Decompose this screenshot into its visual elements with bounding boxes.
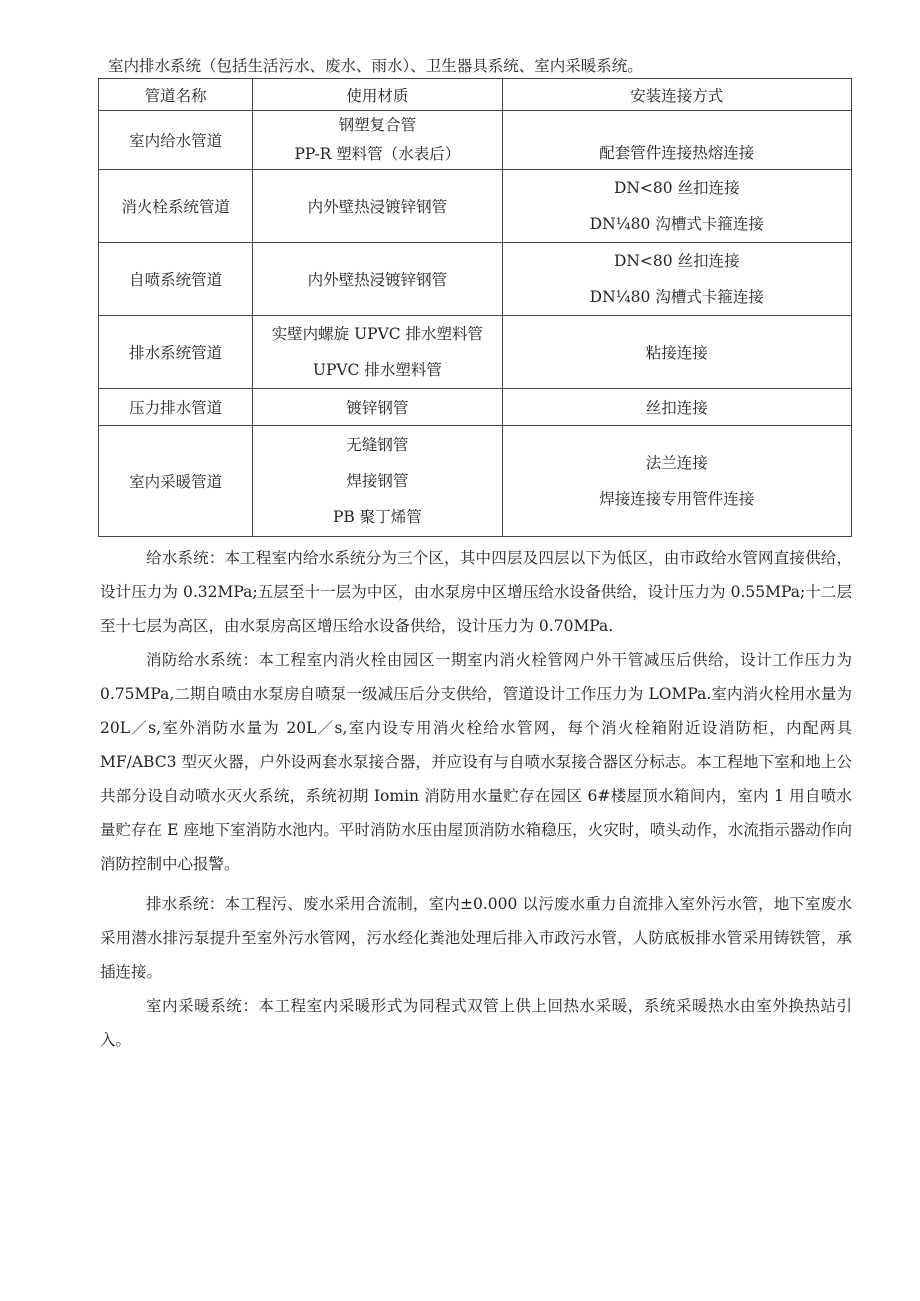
table-row [99,111,852,170]
pipe-name-cell: 压力排水管道 [99,389,253,426]
table-row [99,316,852,389]
connection-cell [502,170,851,243]
material-line: 实壁内螺旋 UPVC 排水塑料管 [271,325,484,343]
connection-line: DN<80 丝扣连接 [613,179,740,197]
connection-line: DN<80 丝扣连接 [613,252,740,270]
drainage-paragraph: 排水系统：本工程污、废水采用合流制，室内±0.000 以污废水重力自流排入室外污水管，地下室废水采用潜水排污泵提升至室外污水管网，污水经化粪池处理后排入市政污水管，人防底板排水管采用铸铁管，承插连接。 [100,895,852,981]
pipe-name-cell: 自喷系统管道 [99,243,253,316]
table-header-row [99,79,852,111]
material-line: PB 聚丁烯管 [332,508,422,526]
material-cell [253,426,502,537]
material-line: PP-R 塑料管（水表后） [294,145,461,163]
material-cell [253,316,502,389]
material-cell: 内外壁热浸镀锌钢管 [253,243,502,316]
material-line: 钢塑复合管 [338,116,417,134]
connection-cell [502,111,851,170]
table-row [99,243,852,316]
water-supply-paragraph: 给水系统：本工程室内给水系统分为三个区，其中四层及四层以下为低区，由市政给水管网直接供给，设计压力为 0.32MPa;五层至十一层为中区，由水泵房中区增压给水设备供给，设计压力为 0.55MPa;十二层至十七层为高区，由水泵房高区增压给水设备供给，设计压力为 0.70MPa. [100,549,852,635]
connection-cell: 粘接连接 [502,316,851,389]
header-material: 使用材质 [253,79,502,111]
fire-water-paragraph: 消防给水系统：本工程室内消火栓由园区一期室内消火栓管网户外干管减压后供给，设计工作压力为 0.75MPa,二期自喷由水泵房自喷泵一级减压后分支供给，管道设计工作压力为 LOMPa.室内消火栓用水量为 20L／s,室外消防水量为 20L／s,室内设专用消火栓给水管网，每个消火栓箱附近设消防柜，内配两具 MF/ABC3 型灭火器，户外设两套水泵接合器，并应设有与自喷水泵接合器区分标志。本工程地下室和地上公共部分设自动喷水灭火系统，系统初期 Iomin 消防用水量贮存在园区 6#楼屋顶水箱间内，室内 1 用自喷水量贮存在 E 座地下室消防水池内。平时消防水压由屋顶消防水箱稳压，火灾时，喷头动作，水流指示器动作向消防控制中心报警。 [100,651,852,873]
pipe-name-cell: 消火栓系统管道 [99,170,253,243]
table-row [99,426,852,537]
connection-line: 焊接连接专用管件连接 [599,490,755,508]
material-line: UPVC 排水塑料管 [312,361,442,379]
table-row [99,389,852,426]
material-cell [253,111,502,170]
pipe-materials-table [98,78,852,537]
connection-cell: 丝扣连接 [502,389,851,426]
connection-line: 配套管件连接热熔连接 [599,144,755,162]
intro-line: 室内排水系统（包括生活污水、废水、雨水）、卫生器具系统、室内采暖系统。 [108,57,643,75]
connection-line: DN¼80 沟槽式卡箍连接 [589,288,764,306]
pipe-name-cell: 室内给水管道 [99,111,253,170]
pipe-name-cell: 排水系统管道 [99,316,253,389]
material-line: 焊接钢管 [346,472,409,490]
connection-line: 法兰连接 [645,454,708,472]
header-pipe-name: 管道名称 [99,79,253,111]
connection-line: DN¼80 沟槽式卡箍连接 [589,215,764,233]
pipe-name-cell: 室内采暖管道 [99,426,253,537]
material-cell: 镀锌钢管 [253,389,502,426]
connection-cell [502,426,851,537]
material-cell: 内外壁热浸镀锌钢管 [253,170,502,243]
connection-cell [502,243,851,316]
body-text [100,541,852,1057]
header-connection: 安装连接方式 [502,79,851,111]
material-line: 无缝钢管 [346,436,409,454]
table-row [99,170,852,243]
heating-paragraph: 室内采暖系统：本工程室内采暖形式为同程式双管上供上回热水采暖，系统采暖热水由室外换热站引入。 [100,997,852,1049]
